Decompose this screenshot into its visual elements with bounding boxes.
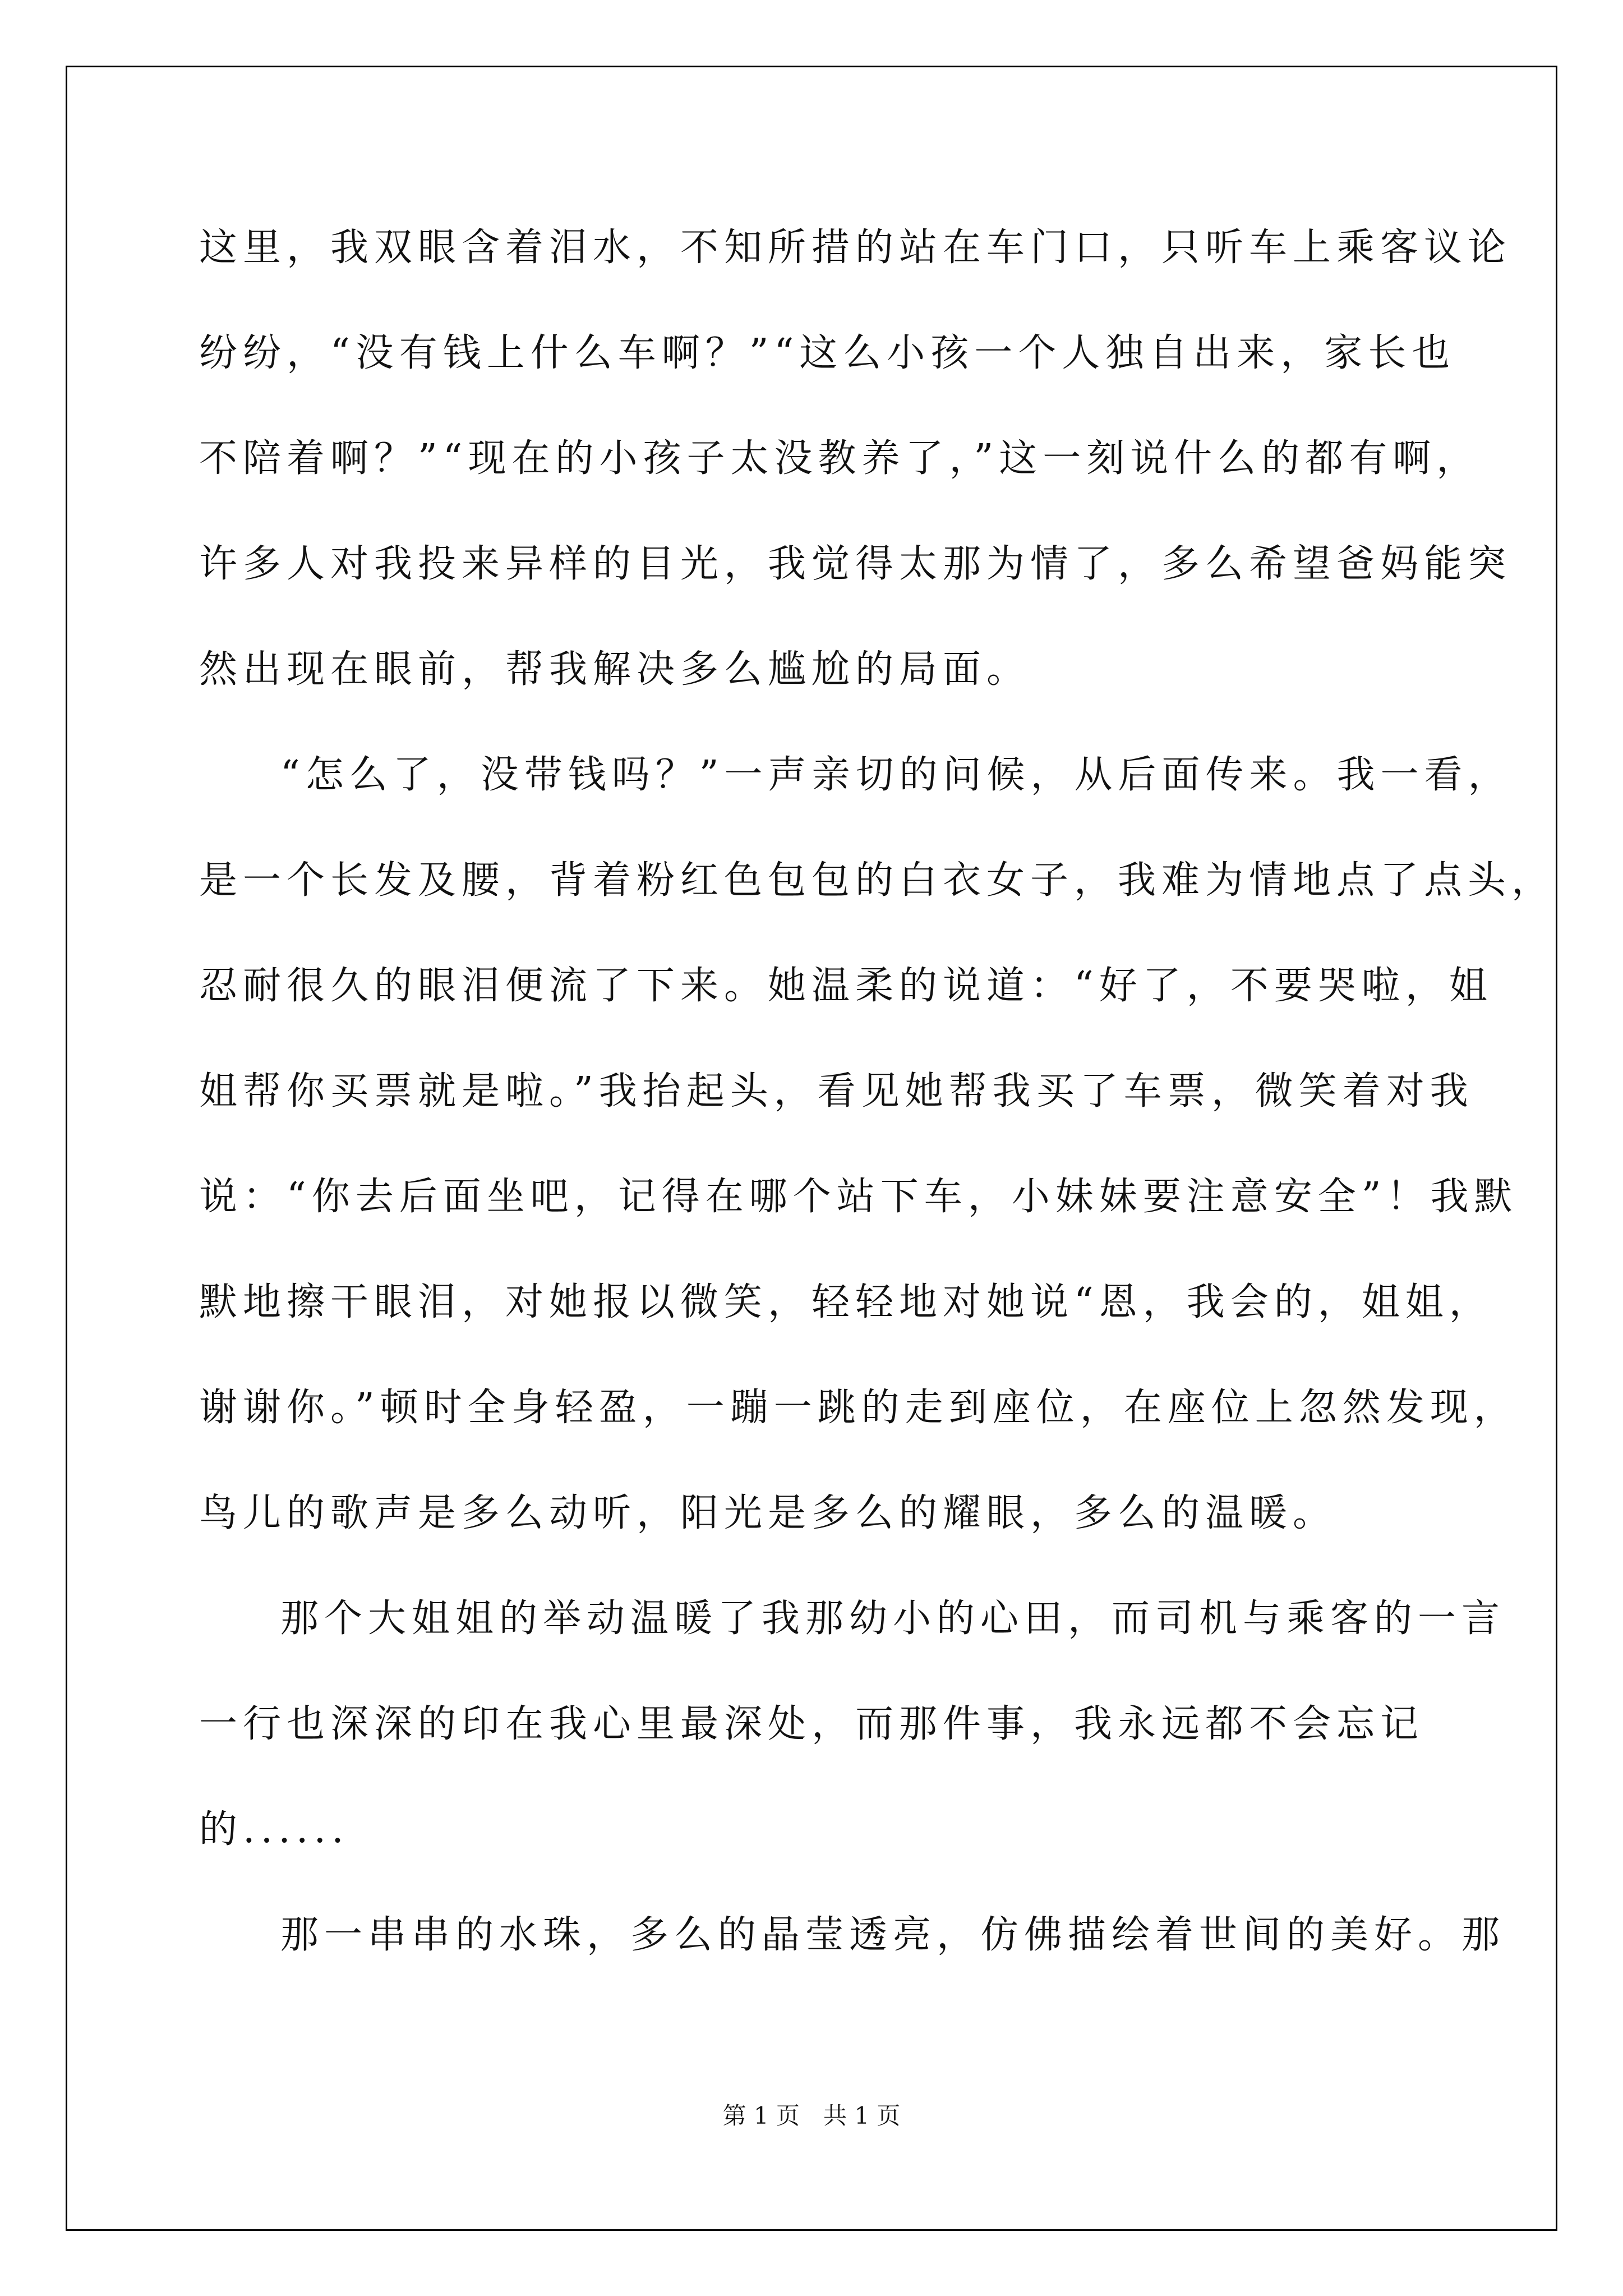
- text-line: 谢谢你。”顿时全身轻盈，一蹦一跳的走到座位，在座位上忽然发现，: [199, 1386, 1518, 1430]
- text-line: 这里，我双眼含着泪水，不知所措的站在车门口，只听车上乘客议论: [199, 226, 1512, 270]
- text-line: 一行也深深的印在我心里最深处，而那件事，我永远都不会忘记: [199, 1702, 1424, 1746]
- text-line: 忍耐很久的眼泪便流了下来。她温柔的说道：“好了，不要哭啦，姐: [199, 964, 1493, 1008]
- text-line: 鸟儿的歌声是多么动听，阳光是多么的耀眼，多么的温暖。: [199, 1491, 1337, 1535]
- text-line: “怎么了，没带钱吗？”一声亲切的问候，从后面传来。我一看，: [280, 753, 1512, 797]
- text-line: 那个大姐姐的举动温暖了我那幼小的心田，而司机与乘客的一言: [280, 1596, 1506, 1641]
- text-line: 的......: [199, 1807, 349, 1852]
- text-line: 默地擦干眼泪，对她报以微笑，轻轻地对她说“恩，我会的，姐姐，: [199, 1280, 1493, 1324]
- text-line: 那一串串的水珠，多么的晶莹透亮，仿佛描绘着世间的美好。那: [280, 1913, 1506, 1957]
- text-line: 许多人对我投来异样的目光，我觉得太那为情了，多么希望爸妈能突: [199, 542, 1512, 586]
- page-footer: 第 1 页 共 1 页: [722, 2102, 901, 2129]
- text-line: 是一个长发及腰，背着粉红色包包的白衣女子，我难为情地点了点头，: [199, 858, 1556, 903]
- text-line: 不陪着啊？”“现在的小孩子太没教养了，”这一刻说什么的都有啊，: [199, 436, 1481, 481]
- text-line: 姐帮你买票就是啦。”我抬起头，看见她帮我买了车票，微笑着对我: [199, 1069, 1474, 1114]
- text-line: 纷纷，“没有钱上什么车啊？”“这么小孩一个人独自出来，家长也: [199, 331, 1456, 375]
- page-border: [66, 66, 1557, 2231]
- text-line: 然出现在眼前，帮我解决多么尴尬的局面。: [199, 647, 1031, 692]
- text-line: 说：“你去后面坐吧，记得在哪个站下车，小妹妹要注意安全”！我默: [199, 1175, 1518, 1219]
